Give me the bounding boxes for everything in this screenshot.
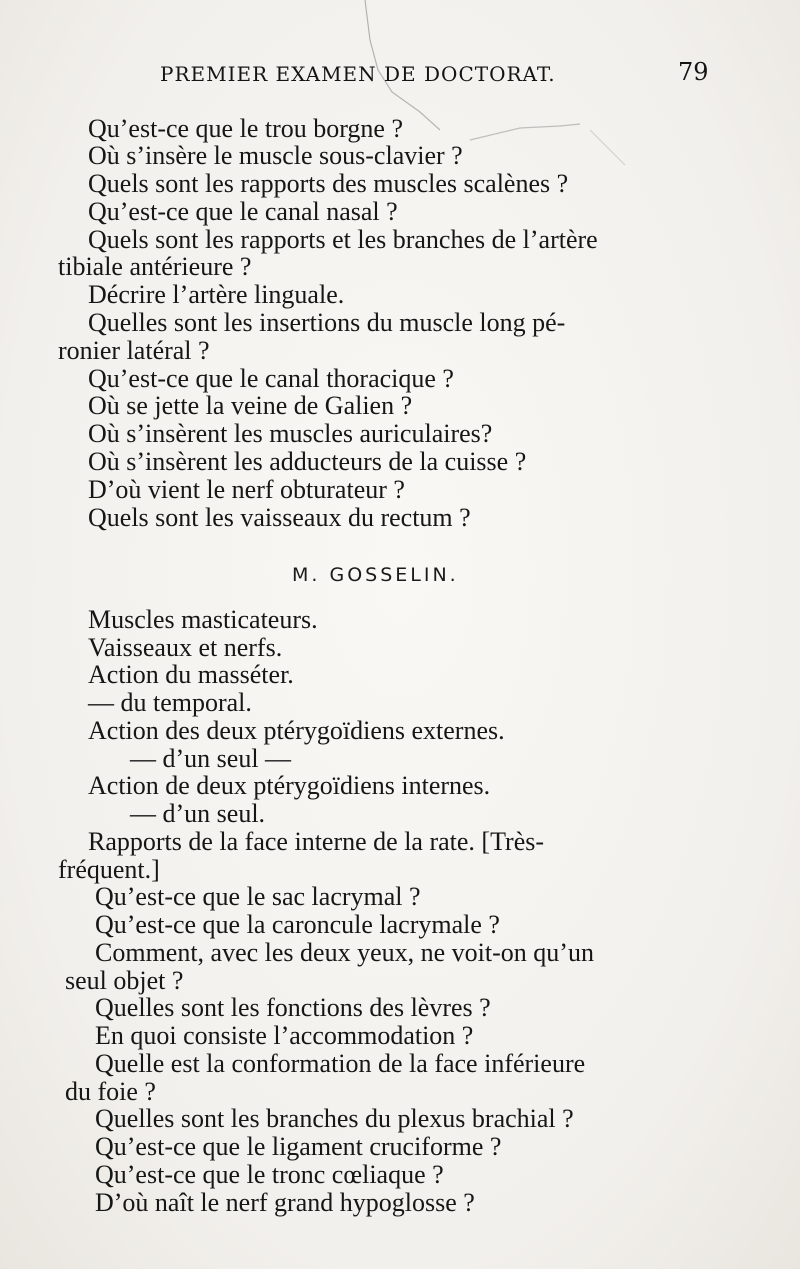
text-line: fréquent.] bbox=[58, 855, 160, 884]
text-line: Qu’est-ce que le trou borgne ? bbox=[88, 114, 404, 143]
text-line: Quels sont les vaisseaux du rectum ? bbox=[88, 503, 471, 532]
text-line: Qu’est-ce que la caroncule lacrymale ? bbox=[95, 910, 500, 939]
text-line: Qu’est-ce que le ligament cruciforme ? bbox=[95, 1132, 502, 1161]
text-line: Muscles masticateurs. bbox=[88, 605, 318, 634]
text-line: Qu’est-ce que le sac lacrymal ? bbox=[95, 882, 421, 911]
page-number: 79 bbox=[678, 58, 709, 86]
text-line: — d’un seul — bbox=[130, 744, 292, 773]
text-line: Action du masséter. bbox=[88, 660, 294, 689]
text-line: D’où vient le nerf obturateur ? bbox=[88, 475, 405, 504]
running-head: PREMIER EXAMEN DE DOCTORAT. bbox=[160, 62, 556, 86]
text-line: du foie ? bbox=[65, 1077, 156, 1106]
section-heading: M. GOSSELIN. bbox=[292, 564, 459, 586]
text-line: — d’un seul. bbox=[130, 799, 266, 828]
text-line: En quoi consiste l’accommodation ? bbox=[95, 1021, 474, 1050]
text-line: Où s’insèrent les muscles auriculaires? bbox=[88, 419, 493, 448]
text-line: Quelle est la conformation de la face inférieure bbox=[95, 1049, 586, 1078]
text-line: Où s’insère le muscle sous-clavier ? bbox=[88, 141, 463, 170]
text-line: Qu’est-ce que le tronc cœliaque ? bbox=[95, 1160, 444, 1189]
text-line: Où se jette la veine de Galien ? bbox=[88, 391, 413, 420]
text-line: D’où naît le nerf grand hypoglosse ? bbox=[95, 1188, 475, 1217]
text-line: seul objet ? bbox=[65, 966, 184, 995]
text-line: tibiale antérieure ? bbox=[58, 252, 252, 281]
text-line: Quels sont les rapports et les branches de l’artère bbox=[88, 225, 598, 254]
text-line: — du temporal. bbox=[88, 688, 252, 717]
text-line: Action de deux ptérygoïdiens internes. bbox=[88, 771, 491, 800]
text-line: Comment, avec les deux yeux, ne voit-on qu’un bbox=[95, 938, 594, 967]
text-line: Quelles sont les fonctions des lèvres ? bbox=[95, 993, 491, 1022]
text-line: Décrire l’artère linguale. bbox=[88, 280, 345, 309]
text-line: Qu’est-ce que le canal thoracique ? bbox=[88, 364, 454, 393]
text-line: Vaisseaux et nerfs. bbox=[88, 633, 283, 662]
text-line: Rapports de la face interne de la rate. [Très- bbox=[88, 827, 545, 856]
text-line: Qu’est-ce que le canal nasal ? bbox=[88, 197, 398, 226]
text-line: Quelles sont les insertions du muscle long pé- bbox=[88, 308, 566, 337]
text-line: Action des deux ptérygoïdiens externes. bbox=[88, 716, 505, 745]
text-line: Quelles sont les branches du plexus brachial ? bbox=[95, 1104, 574, 1133]
text-line: Quels sont les rapports des muscles scalènes ? bbox=[88, 169, 569, 198]
text-line: ronier latéral ? bbox=[58, 336, 210, 365]
text-line: Où s’insèrent les adducteurs de la cuisse ? bbox=[88, 447, 527, 476]
